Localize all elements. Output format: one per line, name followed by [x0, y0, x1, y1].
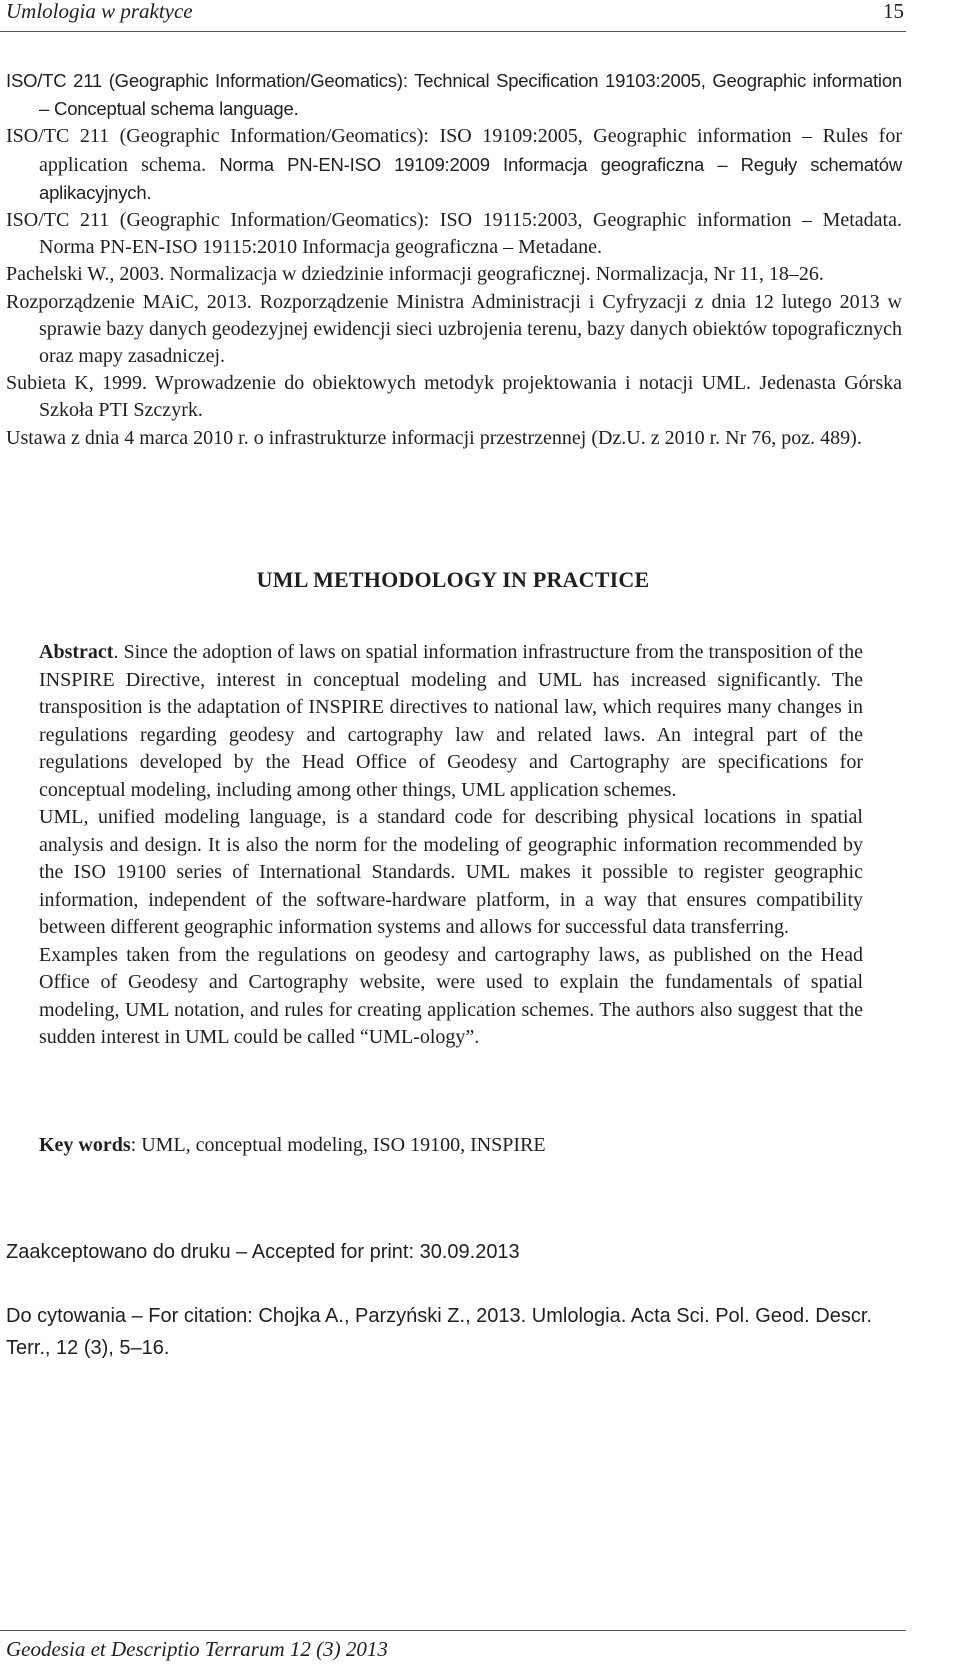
- reference-text: Ustawa z dnia 4 marca 2010 r. o infrastrukturze informacji przestrzennej (Dz.U. z 2010 r. Nr 76, poz. 489).: [6, 426, 862, 449]
- references-list: [6, 67, 902, 452]
- page-number: 15: [883, 0, 904, 23]
- reference-text: Rozporządzenie MAiC, 2013. Rozporządzenie Ministra Administracji i Cyfryzacji z dnia 12 lutego 2013 w sprawie bazy danych geodezyjnej ewidencji sieci uzbrojenia terenu, bazy danych obiektów topograficznych oraz mapy zasadniczej.: [6, 290, 902, 368]
- running-footer: Geodesia et Descriptio Terrarum 12 (3) 2013: [6, 1637, 388, 1661]
- reference-entry: [6, 67, 902, 123]
- section-title: UML METHODOLOGY IN PRACTICE: [256, 567, 650, 592]
- reference-text: Pachelski W., 2003. Normalizacja w dziedzinie informacji geograficznej. Normalizacja, Nr 11, 18–26.: [6, 263, 824, 286]
- abstract-paragraph: Examples taken from the regulations on geodesy and cartography laws, as published on the Head Office of Geodesy and Cartography website, were used to explain the fundamentals of spatial modeling, UML notation, and rules for creating application schemes. The authors also suggest that the sudden interest in UML could be called “UML-ology”.: [39, 943, 863, 1048]
- reference-text: ISO/TC 211 (Geographic Information/Geomatics): ISO 19115:2003, Geographic information – Metadata.: [6, 209, 902, 232]
- citation: Do cytowania – For citation: Chojka A., Parzyński Z., 2013. Umlologia. Acta Sci. Pol. Geod. Descr. Terr., 12 (3), 5–16.: [6, 1305, 872, 1359]
- keywords: [39, 1132, 863, 1159]
- abstract-label: Abstract: [39, 641, 114, 663]
- accepted-for-print: Zaakceptowano do druku – Accepted for print: 30.09.2013: [6, 1241, 520, 1263]
- keywords-label: Key words: [39, 1134, 131, 1156]
- running-header: [6, 0, 904, 30]
- reference-entry: [6, 207, 902, 261]
- reference-text: Norma PN-EN-ISO 19115:2010 Informacja geograficzna – Metadane.: [39, 236, 602, 259]
- reference-text: ISO/TC 211 (Geographic Information/Geomatics): Technical Specification 19103:2005, Geographic information – Conceptual schema language.: [6, 70, 902, 120]
- abstract-paragraph-text: . Since the adoption of laws on spatial information infrastructure from the transposition of the INSPIRE Directive, interest in conceptual modeling and UML has increased significantly. The transposition is the adaptation of INSPIRE directives to national law, which requires many changes in regulations regarding geodesy and cartography law and related laws. An integral part of the regulations developed by the Head Office of Geodesy and Cartography are specifications for conceptual modeling, including among other things, UML application schemes.: [39, 641, 863, 801]
- reference-entry: [6, 370, 902, 424]
- reference-text: Subieta K, 1999. Wprowadzenie do obiektowych metodyk projektowania i notacji UML. Jedenasta Górska Szkoła PTI Szczyrk.: [6, 372, 902, 422]
- reference-text: Norma PN-EN-ISO 19109:2009 Informacja geograficzna – Reguły schematów aplikacyjnych.: [39, 153, 903, 203]
- abstract: [39, 639, 863, 1052]
- reference-entry: [6, 289, 902, 371]
- reference-text: ISO/TC 211 (Geographic Information/Geomatics): ISO 19109:2005, Geographic information – Rules for application schema.: [6, 125, 902, 176]
- header-divider: [0, 31, 906, 32]
- keywords-text: : UML, conceptual modeling, ISO 19100, INSPIRE: [130, 1134, 546, 1156]
- footer-divider: [0, 1630, 906, 1631]
- abstract-paragraph: UML, unified modeling language, is a standard code for describing physical locations in spatial analysis and design. It is also the norm for the modeling of geographic information recommended by the ISO 19100 series of International Standards. UML makes it possible to register geographic information, independent of the software-hardware platform, in a way that ensures compatibility between different geographic information systems and allows for successful data transferring.: [39, 806, 863, 938]
- reference-entry: [6, 261, 902, 288]
- abstract-paragraph: [39, 639, 863, 804]
- reference-entry: [6, 123, 902, 207]
- running-header-title: Umlologia w praktyce: [6, 0, 193, 23]
- reference-entry: [6, 425, 902, 452]
